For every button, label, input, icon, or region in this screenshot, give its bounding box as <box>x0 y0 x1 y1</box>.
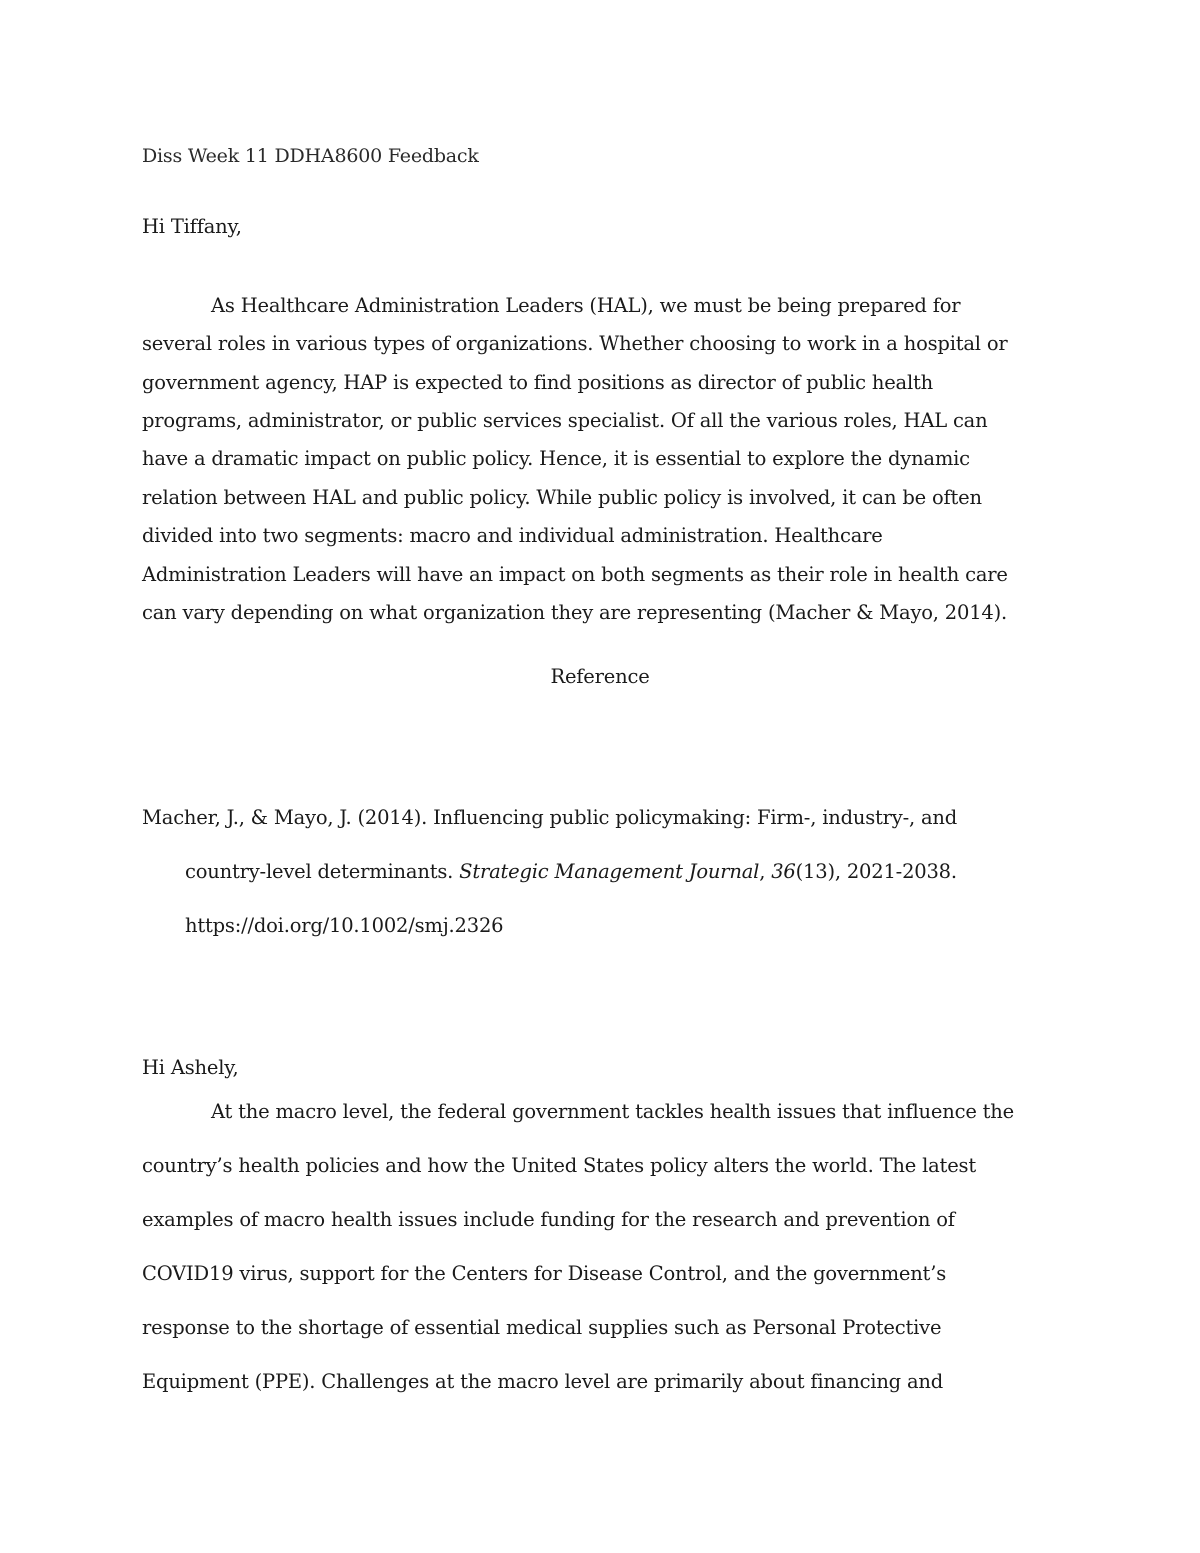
paragraph-line: country’s health policies and how the United States policy alters the world. The latest <box>142 1154 976 1177</box>
reference-doi-link[interactable]: https://doi.org/10.1002/smj.2326 <box>185 914 504 937</box>
greeting-tiffany: Hi Tiffany, <box>142 215 242 238</box>
reference-separator: , <box>759 860 772 883</box>
paragraph-line: programs, administrator, or public services specialist. Of all the various roles, HAL can <box>142 409 988 432</box>
reference-text: country-level determinants. <box>185 860 460 883</box>
paragraph-line: have a dramatic impact on public policy. Hence, it is essential to explore the dynamic <box>142 447 970 470</box>
reference-heading: Reference <box>550 665 650 688</box>
paragraph-line: Administration Leaders will have an impact on both segments as their role in health care <box>142 563 1008 586</box>
paragraph-line: examples of macro health issues include funding for the research and prevention of <box>142 1208 955 1231</box>
paragraph-line: government agency, HAP is expected to find positions as director of public health <box>142 371 933 394</box>
paragraph-line: As Healthcare Administration Leaders (HAL), we must be being prepared for <box>211 294 961 317</box>
paragraph-line: COVID19 virus, support for the Centers for Disease Control, and the government’s <box>142 1262 946 1285</box>
greeting-ashely: Hi Ashely, <box>142 1056 239 1079</box>
journal-volume: 36 <box>771 860 796 883</box>
paragraph-line: Equipment (PPE). Challenges at the macro level are primarily about financing and <box>142 1370 944 1393</box>
paragraph-line: several roles in various types of organizations. Whether choosing to work in a hospital or <box>142 332 1008 355</box>
reference-line-2 <box>185 859 957 885</box>
paragraph-line: can vary depending on what organization they are representing (Macher & Mayo, 2014). <box>142 601 1008 624</box>
journal-title: Strategic Management Journal <box>459 860 760 883</box>
paragraph-line: relation between HAL and public policy. While public policy is involved, it can be often <box>142 486 982 509</box>
paragraph-line: divided into two segments: macro and individual administration. Healthcare <box>142 524 883 547</box>
reference-line-1: Macher, J., & Mayo, J. (2014). Influencing public policymaking: Firm-, industry-, and <box>142 806 958 829</box>
paragraph-line: At the macro level, the federal government tackles health issues that influence the <box>211 1100 1015 1123</box>
document-title: Diss Week 11 DDHA8600 Feedback <box>142 145 479 167</box>
reference-pages: (13), 2021-2038. <box>795 860 957 883</box>
paragraph-line: response to the shortage of essential medical supplies such as Personal Protective <box>142 1316 942 1339</box>
